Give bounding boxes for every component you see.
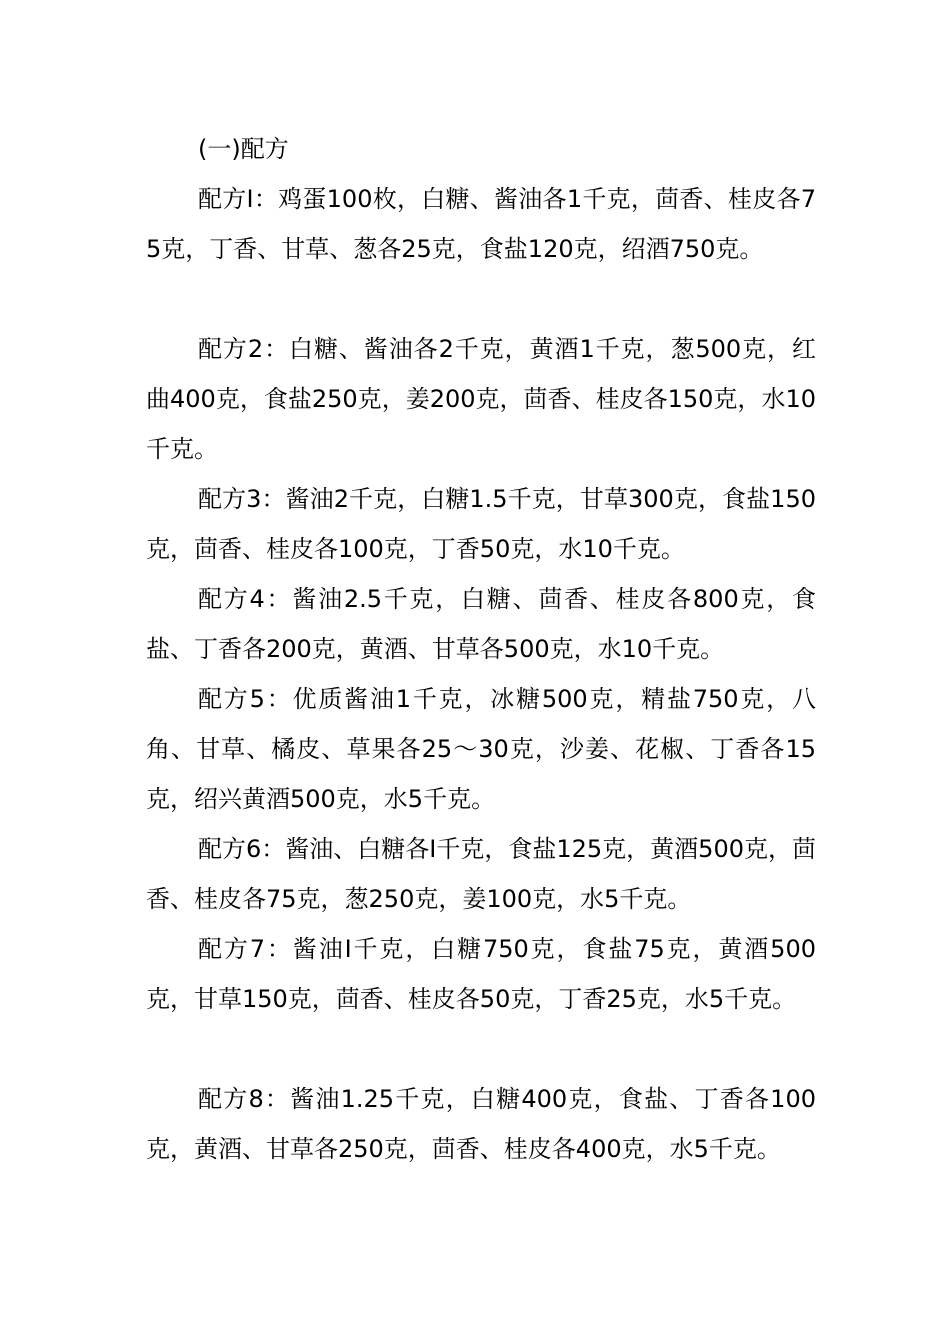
formula-8: 配方8：酱油1.25千克，白糖400克，食盐、丁香各100克，黄酒、甘草各250克，茴香、桂皮各400克，水5千克。 <box>146 1085 816 1163</box>
formula-1: 配方I：鸡蛋100枚，白糖、酱油各1千克，茴香、桂皮各75克，丁香、甘草、葱各25克，食盐120克，绍酒750克。 <box>146 185 816 263</box>
formula-5: 配方5：优质酱油1千克，冰糖500克，精盐750克，八角、甘草、橘皮、草果各25～30克，沙姜、花椒、丁香各15克，绍兴黄酒500克，水5千克。 <box>146 685 816 813</box>
formula-6: 配方6：酱油、白糖各I千克，食盐125克，黄酒500克，茴香、桂皮各75克，葱250克，姜100克，水5千克。 <box>146 835 816 913</box>
paragraph-gap <box>146 1024 816 1074</box>
formula-4: 配方4：酱油2.5千克，白糖、茴香、桂皮各800克，食盐、丁香各200克，黄酒、甘草各500克，水10千克。 <box>146 585 816 663</box>
formula-2: 配方2：白糖、酱油各2千克，黄酒1千克，葱500克，红曲400克，食盐250克，姜200克，茴香、桂皮各150克，水10千克。 <box>146 335 816 463</box>
section-heading: (一)配方 <box>198 135 289 163</box>
paragraph-gap <box>146 274 816 324</box>
formula-7: 配方7：酱油I千克，白糖750克，食盐75克，黄酒500克，甘草150克，茴香、桂皮各50克，丁香25克，水5千克。 <box>146 935 816 1013</box>
document-body <box>146 124 816 1174</box>
formula-3: 配方3：酱油2千克，白糖1.5千克，甘草300克，食盐150克，茴香、桂皮各100克，丁香50克，水10千克。 <box>146 485 816 563</box>
